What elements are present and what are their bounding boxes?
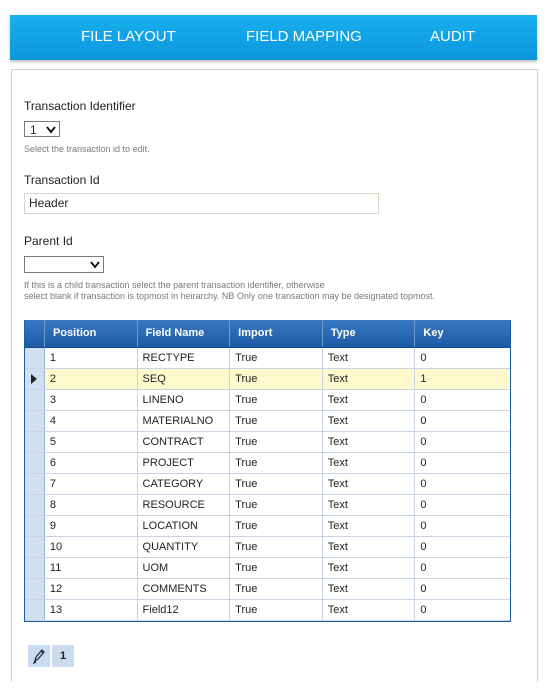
pencil-icon[interactable] [28, 645, 50, 667]
cell-field-name[interactable]: RECTYPE [138, 348, 231, 368]
cell-type[interactable]: Text [323, 516, 416, 536]
grid-body [25, 348, 510, 621]
cell-import[interactable]: True [230, 537, 323, 557]
column-header-field-name[interactable]: Field Name [138, 320, 231, 347]
table-row[interactable] [25, 453, 510, 474]
cell-type[interactable]: Text [323, 579, 416, 599]
cell-field-name[interactable]: CATEGORY [138, 474, 231, 494]
transaction-identifier-select[interactable] [24, 121, 60, 137]
cell-type[interactable]: Text [323, 537, 416, 557]
transaction-identifier-label: Transaction Identifier [24, 99, 136, 113]
chevron-down-icon [89, 259, 101, 270]
pager [28, 645, 74, 667]
transaction-identifier-value: 1 [30, 123, 37, 137]
column-header-key[interactable]: Key [423, 327, 444, 339]
top-nav-bar [10, 15, 537, 60]
cell-key[interactable]: 0 [420, 352, 427, 364]
cell-import[interactable]: True [230, 516, 323, 536]
row-selector[interactable] [25, 348, 45, 368]
row-selector[interactable] [25, 369, 45, 389]
cell-position[interactable]: 13 [45, 600, 138, 620]
column-header-position[interactable]: Position [45, 320, 138, 347]
cell-field-name[interactable]: Field12 [138, 600, 231, 620]
table-row[interactable] [25, 579, 510, 600]
cell-import[interactable]: True [230, 579, 323, 599]
cell-key[interactable]: 0 [420, 499, 427, 511]
cell-position[interactable]: 6 [45, 453, 138, 473]
row-selector[interactable] [25, 390, 45, 410]
cell-position[interactable]: 9 [45, 516, 138, 536]
cell-key[interactable]: 0 [420, 604, 427, 616]
cell-import[interactable]: True [230, 348, 323, 368]
table-row[interactable] [25, 390, 510, 411]
cell-type[interactable]: Text [323, 390, 416, 410]
cell-type[interactable]: Text [323, 453, 416, 473]
row-selector[interactable] [25, 453, 45, 473]
cell-field-name[interactable]: CONTRACT [138, 432, 231, 452]
current-row-arrow-icon [31, 374, 37, 384]
cell-position[interactable]: 10 [45, 537, 138, 557]
cell-position[interactable]: 4 [45, 411, 138, 431]
grid-header [25, 320, 510, 348]
cell-field-name[interactable]: QUANTITY [138, 537, 231, 557]
parent-id-select[interactable] [24, 256, 104, 273]
page-number-button[interactable]: 1 [52, 645, 74, 667]
cell-import[interactable]: True [230, 453, 323, 473]
row-selector[interactable] [25, 432, 45, 452]
cell-position[interactable]: 5 [45, 432, 138, 452]
cell-type[interactable]: Text [323, 558, 416, 578]
row-selector[interactable] [25, 474, 45, 494]
row-selector[interactable] [25, 516, 45, 536]
cell-key[interactable]: 0 [420, 394, 427, 406]
tab-field-mapping[interactable]: FIELD MAPPING [246, 28, 362, 45]
cell-position[interactable]: 7 [45, 474, 138, 494]
cell-field-name[interactable]: COMMENTS [138, 579, 231, 599]
cell-key[interactable]: 0 [420, 583, 427, 595]
table-row[interactable] [25, 432, 510, 453]
table-row[interactable] [25, 411, 510, 432]
cell-key[interactable]: 0 [420, 541, 427, 553]
cell-import[interactable]: True [230, 369, 323, 389]
cell-type[interactable]: Text [323, 495, 416, 515]
cell-position[interactable]: 3 [45, 390, 138, 410]
cell-type[interactable]: Text [323, 474, 416, 494]
table-row[interactable] [25, 369, 510, 390]
cell-import[interactable]: True [230, 411, 323, 431]
cell-position[interactable]: 8 [45, 495, 138, 515]
cell-import[interactable]: True [230, 432, 323, 452]
cell-key[interactable]: 0 [420, 520, 427, 532]
parent-id-help-line1: If this is a child transaction select the parent transaction identifier, otherwise [24, 280, 325, 290]
table-row[interactable] [25, 495, 510, 516]
cell-type[interactable]: Text [323, 432, 416, 452]
row-selector[interactable] [25, 579, 45, 599]
cell-type[interactable]: Text [323, 348, 416, 368]
cell-import[interactable]: True [230, 390, 323, 410]
row-selector[interactable] [25, 600, 45, 620]
transaction-identifier-help: Select the transaction id to edit. [24, 144, 150, 154]
cell-field-name[interactable]: RESOURCE [138, 495, 231, 515]
cell-key[interactable]: 1 [420, 373, 427, 385]
tab-audit[interactable]: AUDIT [430, 28, 475, 45]
row-selector[interactable] [25, 411, 45, 431]
row-selector-header [25, 320, 45, 347]
cell-key[interactable]: 0 [420, 478, 427, 490]
cell-key[interactable]: 0 [420, 562, 427, 574]
table-row[interactable] [25, 537, 510, 558]
cell-position[interactable]: 11 [45, 558, 138, 578]
column-header-import[interactable]: Import [230, 320, 323, 347]
row-selector[interactable] [25, 495, 45, 515]
cell-key[interactable]: 0 [420, 436, 427, 448]
table-row[interactable] [25, 600, 510, 621]
cell-type[interactable]: Text [323, 411, 416, 431]
cell-field-name[interactable]: SEQ [138, 369, 231, 389]
table-row[interactable] [25, 558, 510, 579]
tab-file-layout[interactable]: FILE LAYOUT [81, 28, 176, 45]
transaction-id-label: Transaction Id [24, 173, 100, 187]
table-row[interactable] [25, 474, 510, 495]
cell-key[interactable]: 0 [420, 415, 427, 427]
cell-type[interactable]: Text [323, 600, 416, 620]
cell-import[interactable]: True [230, 600, 323, 620]
row-selector[interactable] [25, 537, 45, 557]
field-mapping-grid [24, 320, 511, 622]
parent-id-label: Parent Id [24, 234, 73, 248]
row-selector[interactable] [25, 558, 45, 578]
cell-field-name[interactable]: LINENO [138, 390, 231, 410]
cell-position[interactable]: 1 [45, 348, 138, 368]
column-header-type[interactable]: Type [323, 320, 416, 347]
cell-import[interactable]: True [230, 558, 323, 578]
cell-key[interactable]: 0 [420, 457, 427, 469]
cell-position[interactable]: 12 [45, 579, 138, 599]
cell-field-name[interactable]: LOCATION [138, 516, 231, 536]
table-row[interactable] [25, 516, 510, 537]
cell-type[interactable]: Text [323, 369, 416, 389]
content-panel [11, 69, 538, 682]
cell-import[interactable]: True [230, 495, 323, 515]
cell-field-name[interactable]: MATERIALNO [138, 411, 231, 431]
transaction-id-input[interactable]: Header [24, 193, 379, 214]
chevron-down-icon [45, 124, 57, 135]
cell-position[interactable]: 2 [45, 369, 138, 389]
cell-import[interactable]: True [230, 474, 323, 494]
cell-field-name[interactable]: UOM [138, 558, 231, 578]
table-row[interactable] [25, 348, 510, 369]
parent-id-help-line2: select blank if transaction is topmost in heirarchy. NB Only one transaction may be designated topmost. [24, 291, 436, 301]
cell-field-name[interactable]: PROJECT [138, 453, 231, 473]
